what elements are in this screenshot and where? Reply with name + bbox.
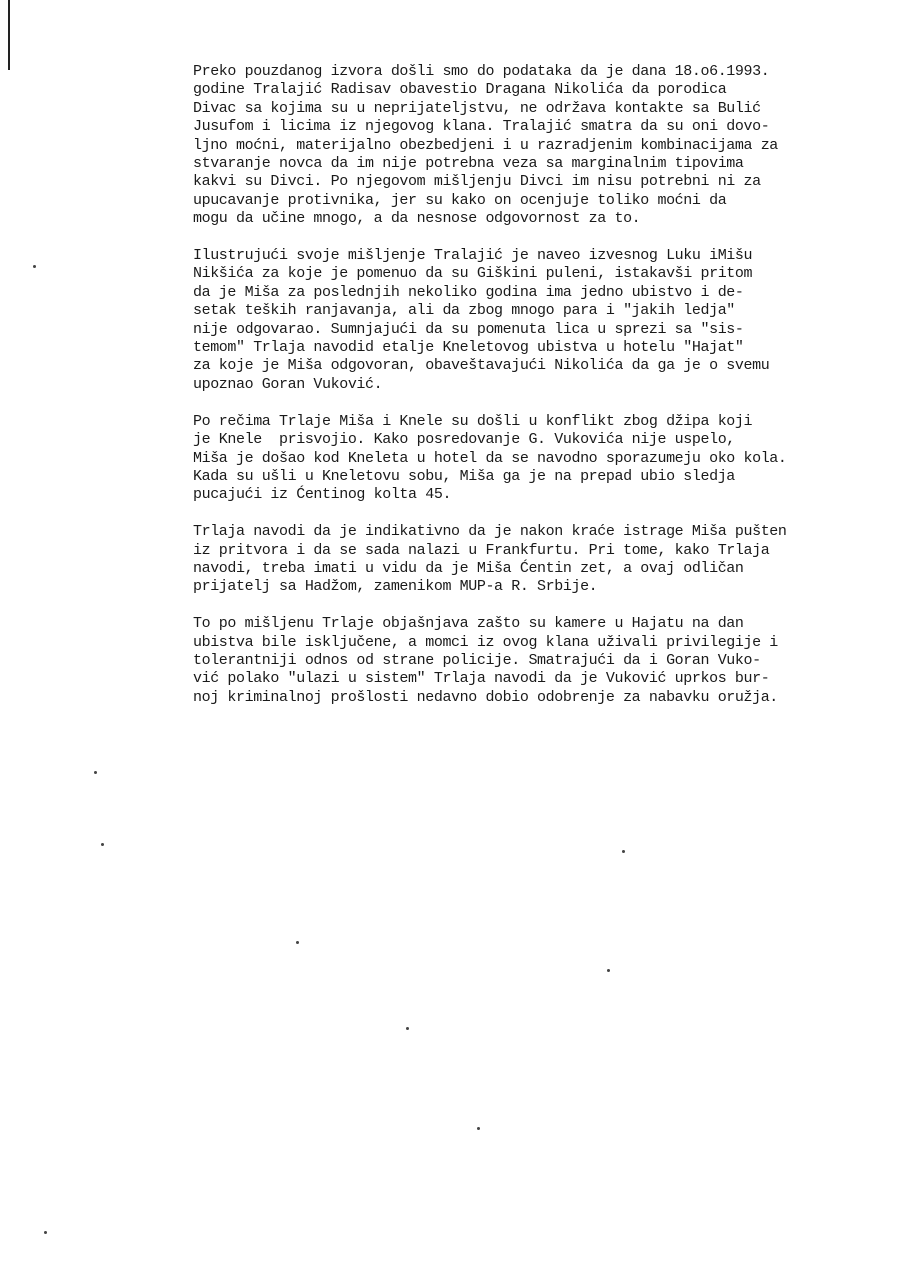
paragraph	[193, 413, 843, 505]
text-line: iz pritvora i da se sada nalazi u Frankfurtu. Pri tome, kako Trlaja	[193, 541, 770, 559]
scan-speck	[296, 941, 299, 944]
text-line: Ilustrujući svoje mišljenje Tralajić je naveo izvesnog Luku iMišu	[193, 247, 753, 265]
text-line: Trlaja navodi da je indikativno da je nakon kraće istrage Miša pušten	[193, 523, 787, 541]
text-line: Jusufom i licima iz njegovog klana. Tralajić smatra da su oni dovo-	[193, 118, 770, 136]
scan-speck	[622, 850, 625, 853]
scan-speck	[607, 969, 610, 972]
text-line: Preko pouzdanog izvora došli smo do podataka da je dana 18.o6.1993.	[193, 63, 770, 80]
text-line: za koje je Miša odgovoran, obaveštavajući Nikolića da ga je o svemu	[193, 357, 770, 375]
scan-speck	[33, 265, 36, 268]
text-line: Po rečima Trlaje Miša i Knele su došli u konflikt zbog džipa koji	[193, 412, 753, 430]
text-line: Kada su ušli u Kneletovu sobu, Miša ga je na prepad ubio sledja	[193, 467, 735, 485]
text-line: noj kriminalnoj prošlosti nedavno dobio odobrenje za nabavku oružja.	[193, 688, 778, 706]
text-line: ubistva bile isključene, a momci iz ovog klana uživali privilegije i	[193, 633, 778, 651]
text-line: temom" Trlaja navodid etalje Kneletovog ubistva u hotelu "Hajat"	[193, 339, 744, 357]
scan-edge-line	[8, 0, 10, 70]
text-line: pucajući iz Ćentinog kolta 45.	[193, 486, 452, 504]
text-line: Miša je došao kod Kneleta u hotel da se navodno sporazumeju oko kola.	[193, 449, 787, 467]
text-line: upoznao Goran Vuković.	[193, 375, 383, 393]
text-line: je Knele prisvojio. Kako posredovanje G. Vukovića nije uspelo,	[193, 431, 735, 449]
text-line: kakvi su Divci. Po njegovom mišljenju Divci im nisu potrebni ni za	[193, 173, 761, 191]
paragraph	[193, 63, 843, 229]
text-line: setak teških ranjavanja, ali da zbog mnogo para i "jakih ledja"	[193, 302, 735, 320]
text-line: vić polako "ulazi u sistem" Trlaja navodi da je Vuković uprkos bur-	[193, 670, 770, 688]
scan-speck	[94, 771, 97, 774]
text-line: navodi, treba imati u vidu da je Miša Ćentin zet, a ovaj odličan	[193, 559, 744, 577]
text-line: stvaranje novca da im nije potrebna veza sa marginalnim tipovima	[193, 155, 744, 173]
scan-speck	[44, 1231, 47, 1234]
paragraph	[193, 615, 843, 707]
text-line: da je Miša za poslednjih nekoliko godina ima jedno ubistvo i de-	[193, 283, 744, 301]
text-line: nije odgovarao. Sumnjajući da su pomenuta lica u sprezi sa "sis-	[193, 320, 744, 338]
text-line: tolerantniji odnos od strane policije. Smatrajući da i Goran Vuko-	[193, 651, 761, 669]
document-body	[193, 63, 843, 726]
text-line: prijatelj sa Hadžom, zamenikom MUP-a R. Srbije.	[193, 578, 598, 596]
text-line: To po mišljenu Trlaje objašnjava zašto su kamere u Hajatu na dan	[193, 615, 744, 633]
text-line: Nikšića za koje je pomenuo da su Giškini puleni, istakavši pritom	[193, 265, 753, 283]
scan-speck	[477, 1127, 480, 1130]
paragraph	[193, 523, 843, 597]
text-line: mogu da učine mnogo, a da nesnose odgovornost za to.	[193, 210, 641, 228]
scan-speck	[101, 843, 104, 846]
text-line: ljno moćni, materijalno obezbedjeni i u razradjenim kombinacijama za	[193, 136, 778, 154]
text-line: upucavanje protivnika, jer su kako on ocenjuje toliko moćni da	[193, 191, 727, 209]
paragraph	[193, 247, 843, 394]
text-line: Divac sa kojima su u neprijateljstvu, ne održava kontakte sa Bulić	[193, 99, 761, 117]
scan-speck	[406, 1027, 409, 1030]
text-line: godine Tralajić Radisav obavestio Dragana Nikolića da porodica	[193, 81, 727, 99]
